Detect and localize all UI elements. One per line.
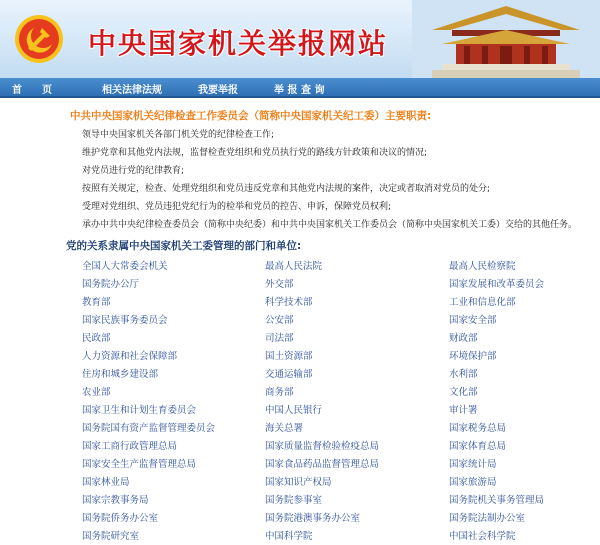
department-link[interactable]: 审计署 — [449, 405, 478, 416]
duty-item: 维护党章和其他党内法规，监督检查党组织和党员执行党的路线方针政策和决议的情况; — [82, 148, 428, 158]
department-link[interactable]: 国家税务总局 — [449, 423, 507, 434]
department-link[interactable]: 国务院机关事务管理局 — [449, 495, 545, 506]
department-link[interactable]: 国家质量监督检验检疫总局 — [265, 441, 380, 452]
department-link[interactable]: 国家知识产权局 — [265, 477, 332, 488]
department-link[interactable]: 国家工商行政管理总局 — [82, 441, 178, 452]
department-link[interactable]: 水利部 — [449, 369, 478, 380]
main-nav — [0, 78, 600, 98]
department-link[interactable]: 国务院港澳事务办公室 — [265, 513, 361, 524]
department-link[interactable]: 国家统计局 — [449, 459, 497, 470]
department-link[interactable]: 国家安全部 — [449, 315, 497, 326]
department-link[interactable]: 国务院办公厅 — [82, 279, 140, 290]
department-link[interactable]: 司法部 — [265, 333, 294, 344]
department-link[interactable]: 环境保护部 — [449, 351, 497, 362]
department-link[interactable]: 住房和城乡建设部 — [82, 369, 159, 380]
department-link[interactable]: 文化部 — [449, 387, 478, 398]
nav-report[interactable]: 我要举报 — [198, 85, 238, 96]
department-link[interactable]: 国务院国有资产监督管理委员会 — [82, 423, 216, 434]
department-link[interactable]: 国家发展和改革委员会 — [449, 279, 545, 290]
department-link[interactable]: 农业部 — [82, 387, 111, 398]
site-header — [0, 0, 600, 78]
duty-item: 领导中央国家机关各部门机关党的纪律检查工作; — [82, 130, 275, 140]
department-link[interactable]: 国家食品药品监督管理总局 — [265, 459, 380, 470]
department-link[interactable]: 国土资源部 — [265, 351, 313, 362]
departments-title: 党的关系隶属中央国家机关工委管理的部门和单位: — [66, 240, 302, 252]
duty-item: 对党员进行党的纪律教育; — [82, 166, 185, 176]
department-link[interactable]: 中国科学院 — [265, 531, 313, 542]
department-link[interactable]: 公安部 — [265, 315, 294, 326]
nav-laws[interactable]: 相关法律法规 — [102, 85, 162, 96]
department-link[interactable]: 民政部 — [82, 333, 111, 344]
department-link[interactable]: 国务院侨务办公室 — [82, 513, 159, 524]
department-link[interactable]: 教育部 — [82, 297, 111, 308]
department-link[interactable]: 海关总署 — [265, 423, 304, 434]
intro-title: 中共中央国家机关纪律检查工作委员会（简称中央国家机关纪工委）主要职责: — [70, 110, 432, 122]
department-link[interactable]: 国家体育总局 — [449, 441, 507, 452]
duty-item: 承办中共中央纪律检查委员会（简称中央纪委）和中共中央国家机关工作委员会（简称中央国家机关工委）交给的其他任务。 — [82, 220, 578, 230]
department-link[interactable]: 外交部 — [265, 279, 294, 290]
department-link[interactable]: 中国社会科学院 — [449, 531, 516, 542]
department-link[interactable]: 中国人民银行 — [265, 405, 323, 416]
department-link[interactable]: 商务部 — [265, 387, 294, 398]
party-emblem-icon — [14, 14, 64, 64]
site-title: 中央国家机关举报网站 — [88, 27, 389, 60]
department-link[interactable]: 全国人大常委会机关 — [82, 261, 168, 272]
department-link[interactable]: 科学技术部 — [265, 297, 313, 308]
department-link[interactable]: 交通运输部 — [265, 369, 313, 380]
department-link[interactable]: 国家旅游局 — [449, 477, 497, 488]
duty-item: 按照有关规定，检查、处理党组织和党员违反党章和其他党内法规的案件，决定或者取消对党员的处分; — [82, 184, 491, 194]
department-link[interactable]: 最高人民检察院 — [449, 261, 516, 272]
department-link[interactable]: 国家民族事务委员会 — [82, 315, 168, 326]
department-link[interactable]: 人力资源和社会保障部 — [82, 351, 178, 362]
department-link[interactable]: 国家宗教事务局 — [82, 495, 149, 506]
palace-building-icon — [412, 0, 600, 78]
department-link[interactable]: 国家林业局 — [82, 477, 130, 488]
department-link[interactable]: 财政部 — [449, 333, 478, 344]
department-link[interactable]: 国家安全生产监督管理总局 — [82, 459, 197, 470]
department-link[interactable]: 最高人民法院 — [265, 261, 323, 272]
department-link[interactable]: 国家卫生和计划生育委员会 — [82, 405, 197, 416]
department-link[interactable]: 国务院法制办公室 — [449, 513, 526, 524]
department-link[interactable]: 国务院参事室 — [265, 495, 323, 506]
duty-item: 受理对党组织、党员违犯党纪行为的检举和党员的控告、申诉，保障党员权利; — [82, 202, 392, 212]
department-link[interactable]: 工业和信息化部 — [449, 297, 516, 308]
department-link[interactable]: 国务院研究室 — [82, 531, 140, 542]
nav-home[interactable]: 首 页 — [12, 85, 52, 96]
nav-query[interactable]: 举 报 查 询 — [274, 85, 325, 96]
